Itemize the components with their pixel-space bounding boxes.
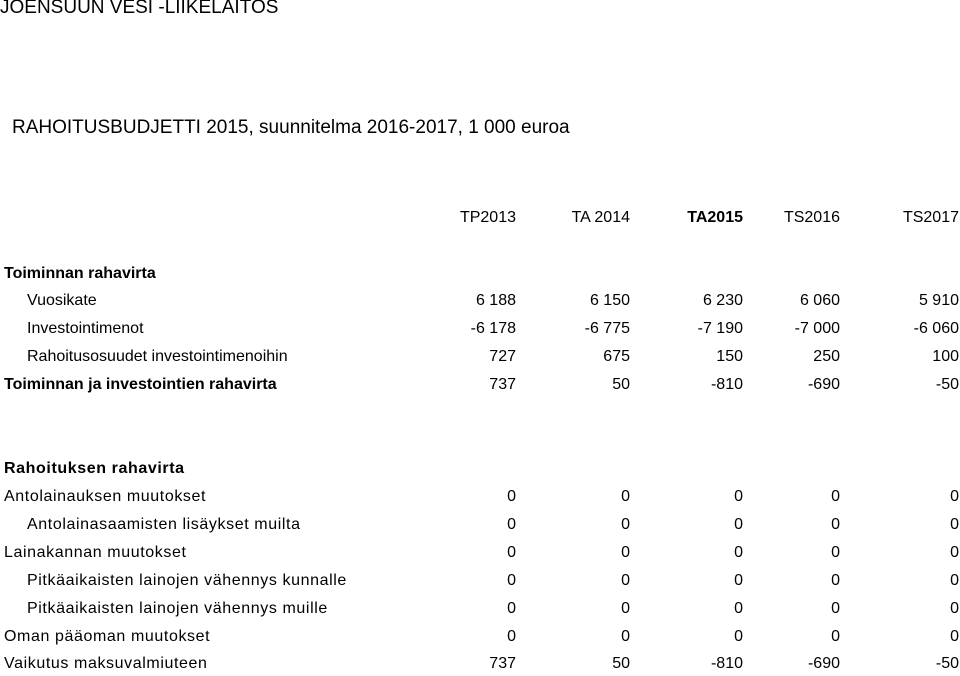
cell-ta2014: 0 <box>621 516 630 533</box>
cell-ts2017: -6 060 <box>913 320 959 337</box>
cell-ta2014: 675 <box>603 348 630 365</box>
column-header-ts2016: TS2016 <box>783 209 840 226</box>
cell-ts2016: -7 000 <box>794 320 840 337</box>
table-row <box>0 652 960 676</box>
table-row <box>0 485 960 509</box>
table-row <box>0 513 960 537</box>
column-header-ts2017: TS2017 <box>902 209 959 226</box>
cell-ts2016: 0 <box>831 572 840 589</box>
total-row-label: Toiminnan ja investointien rahavirta <box>4 376 277 393</box>
cell-ts2017: -50 <box>935 376 959 393</box>
table-total-row <box>0 373 960 397</box>
column-header-row <box>0 206 960 230</box>
organization-name: JOENSUUN VESI -LIIKELAITOS <box>0 0 279 18</box>
row-label: Oman pääoman muutokset <box>4 628 211 645</box>
cell-ts2017: 0 <box>950 488 959 505</box>
cell-ts2016: 250 <box>813 348 840 365</box>
row-label: Pitkäaikaisten lainojen vähennys muille <box>27 600 328 617</box>
row-label: Antolainasaamisten lisäykset muilta <box>27 516 301 533</box>
row-label: Lainakannan muutokset <box>4 544 187 561</box>
row-label: Pitkäaikaisten lainojen vähennys kunnalle <box>27 572 347 589</box>
cell-ta2015: -810 <box>710 376 743 393</box>
table-row <box>0 625 960 649</box>
cell-ta2014: 50 <box>612 655 630 672</box>
cell-ta2015: 0 <box>734 516 743 533</box>
cell-ta2014: 50 <box>612 376 630 393</box>
cell-ta2014: 0 <box>621 628 630 645</box>
cell-ta2015: 0 <box>734 544 743 561</box>
cell-ts2016: 0 <box>831 488 840 505</box>
row-label: Rahoitusosuudet investointimenoihin <box>27 348 288 365</box>
cell-ta2015: 0 <box>734 488 743 505</box>
document-title: RAHOITUSBUDJETTI 2015, suunnitelma 2016-2017, 1 000 euroa <box>12 117 570 138</box>
table-row <box>0 569 960 593</box>
cell-ta2015: -7 190 <box>697 320 743 337</box>
column-header-ta2015: TA2015 <box>687 209 743 226</box>
row-label: Investointimenot <box>27 320 144 337</box>
cell-tp2013: 0 <box>507 488 516 505</box>
cell-ts2017: 0 <box>950 600 959 617</box>
table-row <box>0 345 960 369</box>
column-header-ta2014: TA 2014 <box>571 209 630 226</box>
cell-ts2016: -690 <box>807 655 840 672</box>
cell-ts2017: 0 <box>950 628 959 645</box>
cell-ts2017: 0 <box>950 544 959 561</box>
cell-ts2017: 0 <box>950 572 959 589</box>
cell-ts2017: 0 <box>950 516 959 533</box>
cell-ta2015: -810 <box>710 655 743 672</box>
cell-tp2013: 0 <box>507 516 516 533</box>
cell-ta2014: 0 <box>621 488 630 505</box>
cell-ts2016: 0 <box>831 628 840 645</box>
cell-tp2013: 737 <box>489 376 516 393</box>
cell-ts2017: -50 <box>935 655 959 672</box>
table-row <box>0 597 960 621</box>
cell-ta2015: 150 <box>716 348 743 365</box>
cell-ta2015: 0 <box>734 600 743 617</box>
cell-tp2013: 6 188 <box>475 292 516 309</box>
cell-tp2013: 0 <box>507 544 516 561</box>
cell-ts2017: 100 <box>932 348 959 365</box>
cell-ts2017: 5 910 <box>918 292 959 309</box>
cell-tp2013: 0 <box>507 572 516 589</box>
cell-ta2015: 0 <box>734 628 743 645</box>
row-label: Antolainauksen muutokset <box>4 488 207 505</box>
cell-ts2016: 6 060 <box>799 292 840 309</box>
cell-ts2016: 0 <box>831 516 840 533</box>
cell-tp2013: 0 <box>507 600 516 617</box>
table-row <box>0 317 960 341</box>
cell-ts2016: -690 <box>807 376 840 393</box>
cell-tp2013: 0 <box>507 628 516 645</box>
section-heading-label: Rahoituksen rahavirta <box>4 460 185 477</box>
cell-tp2013: 737 <box>489 655 516 672</box>
row-label: Vuosikate <box>27 292 97 309</box>
section-heading-financing-cashflow <box>0 457 960 481</box>
section-heading-operating-cashflow <box>0 262 960 286</box>
cell-ta2014: 6 150 <box>589 292 630 309</box>
section-heading-label: Toiminnan rahavirta <box>4 265 156 282</box>
cell-ta2014: 0 <box>621 544 630 561</box>
cell-ts2016: 0 <box>831 600 840 617</box>
table-row <box>0 289 960 313</box>
cell-ta2015: 6 230 <box>702 292 743 309</box>
cell-tp2013: 727 <box>489 348 516 365</box>
cell-ta2014: -6 775 <box>584 320 630 337</box>
cell-tp2013: -6 178 <box>470 320 516 337</box>
cell-ts2016: 0 <box>831 544 840 561</box>
column-header-tp2013: TP2013 <box>459 209 516 226</box>
table-row <box>0 541 960 565</box>
row-label: Vaikutus maksuvalmiuteen <box>4 655 208 672</box>
cell-ta2014: 0 <box>621 572 630 589</box>
cell-ta2015: 0 <box>734 572 743 589</box>
cell-ta2014: 0 <box>621 600 630 617</box>
